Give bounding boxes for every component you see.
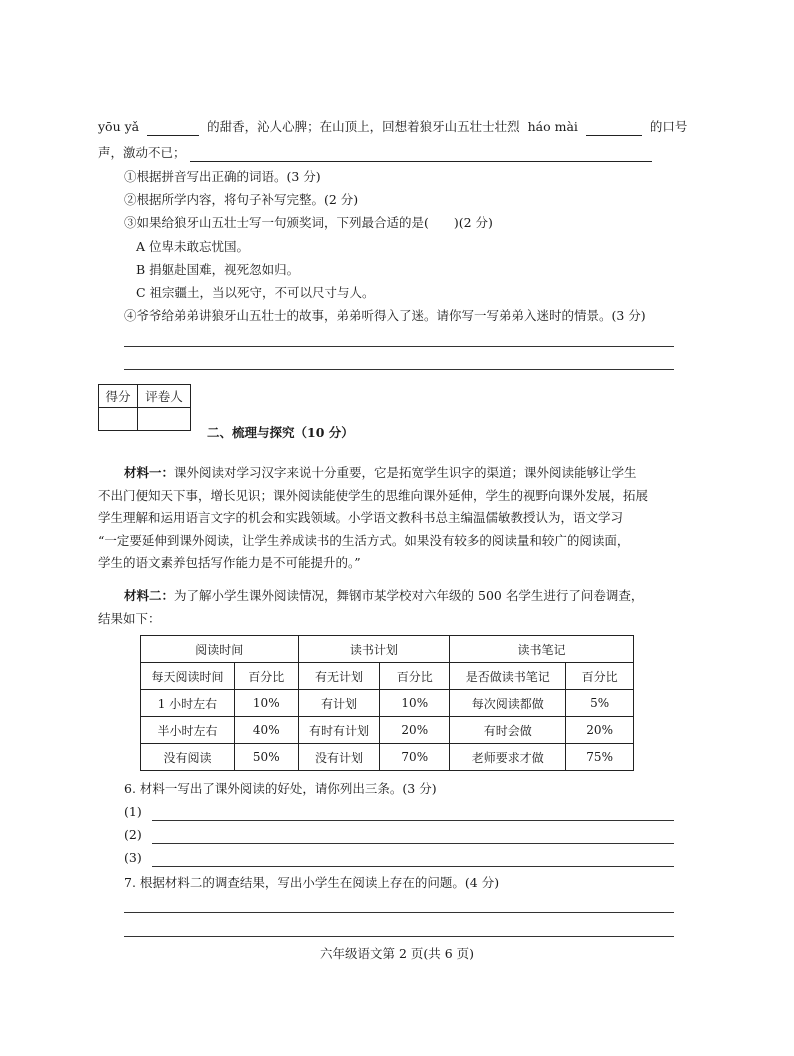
material-2 [98, 585, 674, 630]
table-cell: 20% [566, 717, 634, 744]
pinyin-you-ya: yōu yǎ [98, 119, 140, 134]
q7-answer-line-2[interactable] [124, 936, 674, 937]
q6-answer-line-3[interactable] [152, 866, 674, 867]
survey-table [140, 635, 634, 771]
subheader-cell: 百分比 [234, 663, 298, 690]
q7-answer-line-1[interactable] [124, 912, 674, 913]
material-1 [98, 462, 674, 575]
question-4: ④爷爷给弟弟讲狼牙山五壮士的故事，弟弟听得入了迷。请你写一写弟弟入迷时的情景。(3 分) [124, 308, 646, 323]
page-footer: 六年级语文第 2 页(共 6 页) [319, 946, 475, 961]
answer-line-q4-2[interactable] [124, 369, 674, 370]
group-header-reading-plan: 读书计划 [298, 636, 450, 663]
answer-line-q4-1[interactable] [124, 346, 674, 347]
q6-answer-line-1[interactable] [152, 820, 674, 821]
group-header-reading-notes: 读书笔记 [450, 636, 634, 663]
answer-blank-1[interactable] [147, 121, 199, 136]
section-title: 二、梳理与探究（10 分） [207, 425, 354, 440]
sentence-line-1 [98, 118, 687, 136]
question-1: ①根据拼音写出正确的词语。(3 分) [124, 169, 321, 184]
table-cell: 75% [566, 744, 634, 771]
option-c: C 祖宗疆土，当以死守，不可以尺寸与人。 [136, 285, 375, 300]
material-2-line-1: 为了解小学生课外阅读情况，舞钢市某学校对六年级的 500 名学生进行了问卷调查， [174, 588, 644, 603]
sentence-text-1: 的甜香，沁人心脾；在山顶上，回想着狼牙山五壮士壮烈 [207, 119, 520, 134]
question-6: 6. 材料一写出了课外阅读的好处，请你列出三条。(3 分) [124, 781, 437, 796]
q6-answer-line-2[interactable] [152, 843, 674, 844]
q6-item-3-label: (3) [124, 850, 142, 865]
subheader-cell: 百分比 [380, 663, 450, 690]
group-header-reading-time: 阅读时间 [141, 636, 299, 663]
table-cell: 没有计划 [298, 744, 380, 771]
table-cell: 有时有计划 [298, 717, 380, 744]
table-cell: 每次阅读都做 [450, 690, 566, 717]
sentence-line-2 [98, 144, 652, 162]
q6-item-1-label: (1) [124, 804, 142, 819]
subheader-cell: 百分比 [566, 663, 634, 690]
material-1-line-1: 课外阅读对学习汉字来说十分重要，它是拓宽学生识字的渠道；课外阅读能够让学生 [174, 465, 637, 480]
table-cell: 没有阅读 [141, 744, 235, 771]
table-cell: 50% [234, 744, 298, 771]
pinyin-hao-mai: háo mài [527, 119, 578, 134]
q6-item-2-label: (2) [124, 827, 142, 842]
option-a: A 位卑未敢忘忧国。 [136, 239, 250, 254]
grader-label: 评卷人 [138, 385, 191, 408]
table-cell: 1 小时左右 [141, 690, 235, 717]
table-cell: 老师要求才做 [450, 744, 566, 771]
table-cell: 10% [234, 690, 298, 717]
table-row [141, 744, 634, 771]
table-cell: 10% [380, 690, 450, 717]
table-cell: 70% [380, 744, 450, 771]
material-1-line-3: 学生理解和运用语言文字的机会和实践领域。小学语文教科书总主编温儒敏教授认为，语文学习 [98, 510, 624, 526]
table-row [141, 690, 634, 717]
answer-blank-3[interactable] [190, 147, 652, 162]
score-box [98, 384, 191, 431]
table-cell: 20% [380, 717, 450, 744]
subheader-cell: 有无计划 [298, 663, 380, 690]
question-2: ②根据所学内容，将句子补写完整。(2 分) [124, 192, 359, 207]
subheader-cell: 是否做读书笔记 [450, 663, 566, 690]
score-label: 得分 [99, 385, 138, 408]
table-cell: 40% [234, 717, 298, 744]
material-1-line-4: “一定要延伸到课外阅读，让学生养成读书的生活方式。如果没有较多的阅读量和较广的阅读面， [98, 532, 630, 548]
material-1-label: 材料一： [124, 465, 175, 480]
material-1-line-5: 学生的语文素养包括写作能力是不可能提升的。” [98, 555, 361, 571]
answer-blank-2[interactable] [586, 121, 642, 136]
table-cell: 5% [566, 690, 634, 717]
score-cell[interactable] [99, 408, 138, 431]
question-7: 7. 根据材料二的调查结果，写出小学生在阅读上存在的问题。(4 分) [124, 875, 500, 890]
subheader-cell: 每天阅读时间 [141, 663, 235, 690]
material-2-line-2: 结果如下： [98, 610, 161, 626]
material-2-label: 材料二： [124, 588, 175, 603]
table-row [141, 717, 634, 744]
material-1-line-2: 不出门便知天下事，增长见识；课外阅读能使学生的思维向课外延伸，学生的视野向课外发展，拓展 [98, 487, 649, 503]
table-cell: 有时会做 [450, 717, 566, 744]
question-3: ③如果给狼牙山五壮士写一句颁奖词，下列最合适的是( )(2 分) [124, 215, 493, 230]
grader-cell[interactable] [138, 408, 191, 431]
sentence-text-2: 的口号 [649, 119, 688, 134]
table-cell: 半小时左右 [141, 717, 235, 744]
table-cell: 有计划 [298, 690, 380, 717]
sentence-text-3: 声，激动不已； [98, 145, 186, 160]
option-b: B 捐躯赴国难，视死忽如归。 [136, 262, 300, 277]
